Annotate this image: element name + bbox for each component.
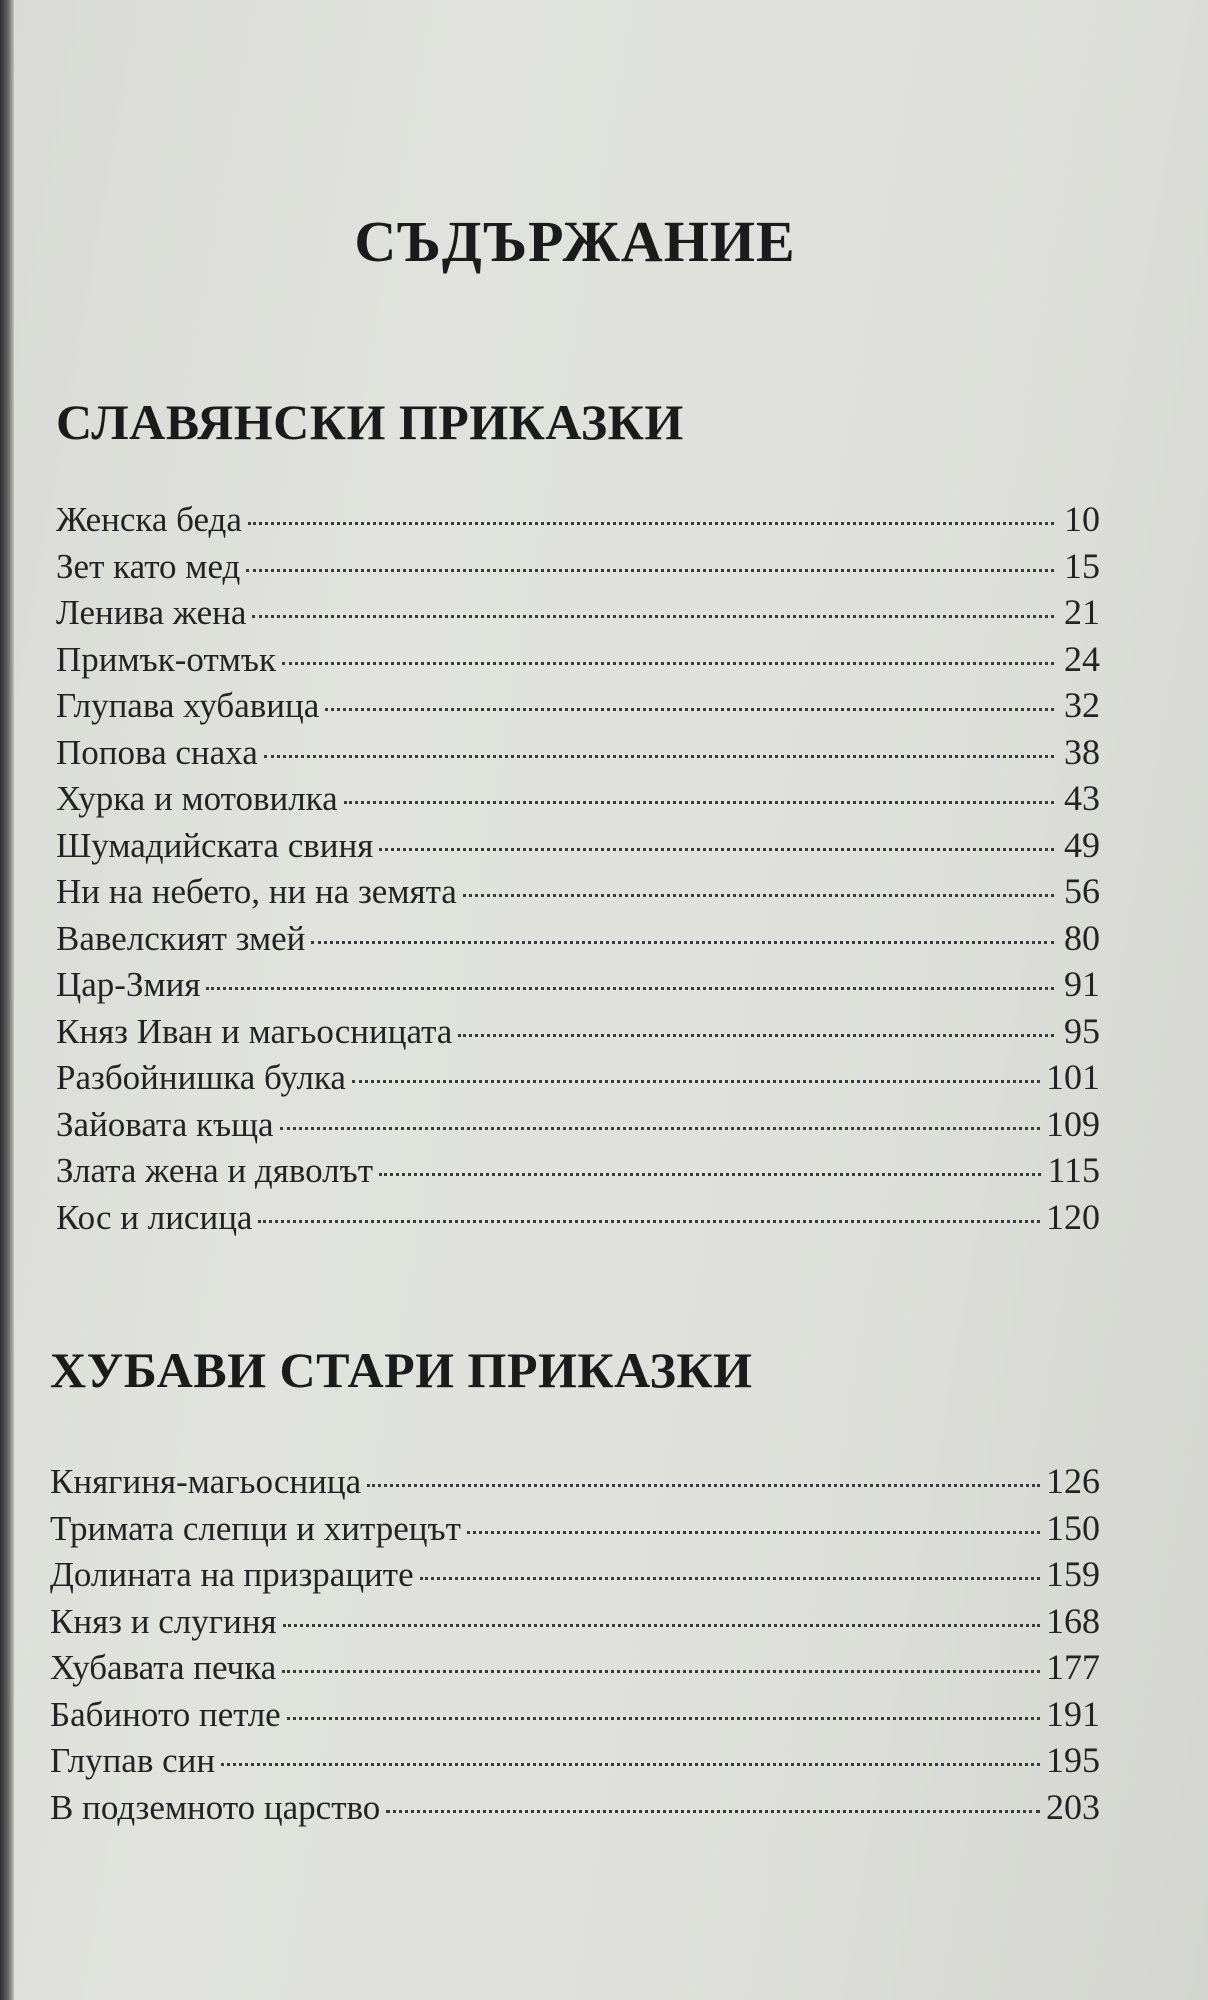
section-good-old-tales — [50, 1340, 1100, 1832]
entry-title: Зет като мед — [56, 546, 241, 586]
dot-leader — [463, 894, 1054, 897]
toc-entry — [56, 917, 1100, 964]
entry-page-number: 80 — [1064, 917, 1100, 958]
entry-title: Кос и лисица — [56, 1197, 253, 1237]
entry-page-number: 195 — [1046, 1740, 1100, 1780]
entry-page-number: 38 — [1064, 731, 1100, 772]
toc-entry — [56, 963, 1100, 1010]
entry-title: Примък-отмък — [56, 639, 276, 679]
dot-leader — [248, 522, 1054, 525]
entry-title: Шумадийската свиня — [56, 825, 374, 865]
entry-title: Княз Иван и магьосницата — [56, 1011, 453, 1051]
dot-leader — [325, 708, 1054, 711]
entry-page-number: 91 — [1064, 964, 1100, 1004]
dot-leader — [283, 1624, 1040, 1627]
entry-title: Княз и слугиня — [50, 1601, 277, 1641]
entry-page-number: 49 — [1064, 824, 1100, 865]
dot-leader — [258, 1220, 1040, 1223]
entry-title: Глупава хубавица — [56, 686, 320, 725]
entry-title: Зайовата къща — [56, 1104, 274, 1144]
entry-title: В подземното царство — [50, 1787, 381, 1827]
toc-entry — [50, 1600, 1100, 1647]
entry-title: Долината на призраците — [50, 1555, 414, 1594]
entry-page-number: 56 — [1064, 871, 1100, 911]
dot-leader — [206, 987, 1054, 990]
dot-leader — [352, 1080, 1040, 1083]
toc-entry — [56, 498, 1100, 545]
entry-title: Ни на небето, ни на земята — [56, 872, 457, 911]
entry-title: Разбойнишка булка — [56, 1058, 346, 1097]
entry-page-number: 203 — [1046, 1786, 1100, 1827]
dot-leader — [367, 1484, 1040, 1487]
dot-leader — [458, 1034, 1054, 1037]
dot-leader — [311, 941, 1054, 944]
dot-leader — [280, 1127, 1040, 1130]
dot-leader — [379, 1173, 1041, 1176]
entry-title: Цар-Змия — [56, 965, 201, 1004]
toc-entry — [50, 1460, 1100, 1507]
entry-page-number: 191 — [1046, 1693, 1100, 1734]
entry-title: Хубавата печка — [50, 1648, 277, 1687]
toc-entry — [56, 1149, 1100, 1196]
dot-leader — [379, 848, 1054, 851]
entry-title: Женска беда — [56, 500, 242, 539]
dot-leader — [287, 1717, 1040, 1720]
dot-leader — [282, 1670, 1040, 1673]
toc-entry — [56, 1056, 1100, 1103]
toc-entry — [56, 1103, 1100, 1150]
entry-page-number: 95 — [1064, 1010, 1100, 1051]
dot-leader — [246, 569, 1054, 572]
section-title: СЛАВЯНСКИ ПРИКАЗКИ — [56, 394, 684, 450]
dot-leader — [386, 1810, 1040, 1813]
entry-list — [50, 1460, 1100, 1832]
entry-title: Попова снаха — [56, 732, 258, 772]
entry-title: Вавелският змей — [56, 918, 306, 958]
entry-page-number: 24 — [1064, 638, 1100, 679]
entry-page-number: 43 — [1064, 778, 1100, 818]
toc-entry — [56, 777, 1100, 824]
dot-leader — [282, 662, 1054, 665]
entry-title: Хурка и мотовилка — [56, 779, 338, 818]
entry-title: Ленива жена — [56, 593, 247, 632]
entry-page-number: 120 — [1046, 1196, 1100, 1237]
toc-entry — [56, 591, 1100, 638]
entry-list — [56, 498, 1100, 1242]
toc-title: СЪДЪРЖАНИЕ — [354, 209, 796, 274]
toc-entry — [50, 1507, 1100, 1554]
dot-leader — [344, 801, 1054, 804]
entry-page-number: 168 — [1046, 1600, 1100, 1641]
toc-entry — [50, 1693, 1100, 1740]
entry-page-number: 177 — [1046, 1647, 1100, 1687]
section-title: ХУБАВИ СТАРИ ПРИКАЗКИ — [50, 1342, 753, 1398]
dot-leader — [221, 1763, 1040, 1766]
entry-title: Глупав син — [50, 1741, 216, 1780]
toc-entry — [56, 824, 1100, 871]
entry-title: Княгиня-магьосница — [50, 1462, 362, 1501]
toc-entry — [56, 684, 1100, 731]
toc-entry — [56, 638, 1100, 685]
entry-page-number: 159 — [1046, 1554, 1100, 1594]
entry-page-number: 10 — [1064, 499, 1100, 539]
entry-page-number: 21 — [1064, 592, 1100, 632]
dot-leader — [420, 1577, 1040, 1580]
entry-title: Злата жена и дяволът — [56, 1151, 374, 1190]
toc-entry — [50, 1739, 1100, 1786]
entry-page-number: 115 — [1047, 1150, 1100, 1190]
toc-entry — [50, 1786, 1100, 1833]
dot-leader — [264, 755, 1054, 758]
toc-entry — [56, 545, 1100, 592]
toc-entry — [56, 1196, 1100, 1243]
entry-page-number: 109 — [1046, 1103, 1100, 1144]
entry-page-number: 101 — [1046, 1057, 1100, 1097]
entry-page-number: 32 — [1064, 685, 1100, 725]
toc-entry — [50, 1646, 1100, 1693]
toc-entry — [56, 1010, 1100, 1057]
entry-page-number: 126 — [1046, 1461, 1100, 1501]
entry-title: Бабиното петле — [50, 1694, 281, 1734]
entry-page-number: 150 — [1046, 1507, 1100, 1548]
toc-entry — [56, 731, 1100, 778]
page-edge-shadow — [0, 0, 14, 2000]
dot-leader — [252, 615, 1054, 618]
entry-title: Тримата слепци и хитрецът — [50, 1508, 461, 1548]
section-slavic-tales — [56, 392, 1100, 1242]
toc-entry — [56, 870, 1100, 917]
entry-page-number: 15 — [1064, 545, 1100, 586]
table-of-contents — [50, 210, 1100, 1832]
dot-leader — [467, 1531, 1040, 1534]
toc-entry — [50, 1553, 1100, 1600]
